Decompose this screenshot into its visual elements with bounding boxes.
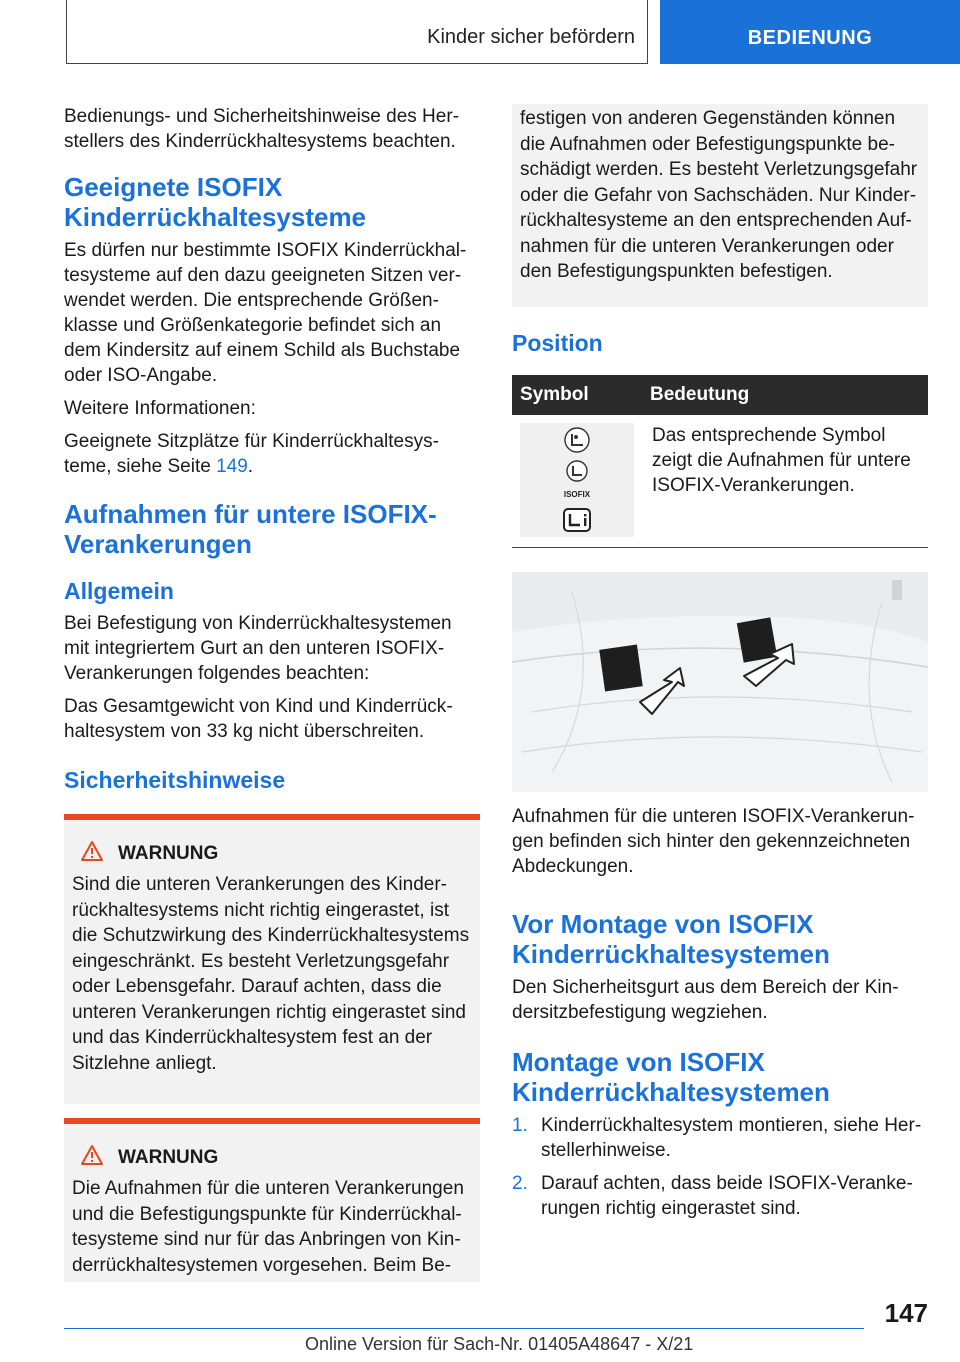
column-header-symbol: Symbol [512,375,642,415]
intro-paragraph: Bedienungs- und Sicherheitshinweise des Herstellers des Kinderrückhaltesystems beachten. [64,106,460,152]
chapter-title: Kinder sicher befördern [427,26,635,48]
divider [512,547,928,548]
right-column [512,104,928,1229]
warning-continuation-text: festigen von anderen Gegenständen können die Aufnahmen oder Befestigungspunkte beschädigt werden. Es besteht Verletzungsgefahr oder die Gefahr von Sachschäden. Nur Kinderrückhaltesysteme an den entsprechenden Aufnahmen für die unteren Verankerungen oder den Befestigungspunkten befestigen. [520,108,918,282]
footer-online-version: Online Version für Sach-Nr. 01405A48647 - X/21 [305,1334,694,1354]
step-number: 1. [512,1114,528,1136]
warning-label-1: WARNUNG [118,843,219,864]
warning-text-2: Die Aufnahmen für die unteren Verankerungen und die Befestigungspunkte für Kinderrückhaltesysteme sind nur für das Anbringen von Kinderrückhaltesystemen vorgesehen. Beim Be- [72,1178,464,1276]
step-text: Darauf achten, dass beide ISOFIX-Verankerungen richtig eingerastet sind. [541,1172,913,1219]
gewicht-paragraph: Das Gesamtgewicht von Kind und Kinderrückhaltesystem von 33 kg nicht überschreiten. [64,696,453,742]
warning-box-2 [64,1118,480,1282]
heading-aufnahmen: Aufnahmen für untere ISOFIX-Verankerungen [64,499,437,559]
warning-triangle-icon [80,1144,104,1172]
page-link-149[interactable]: 149 [216,456,248,477]
image-caption: Aufnahmen für die unteren ISOFIX-Verankerungen befinden sich hinter den gekennzeichneten Abdeckungen. [512,805,915,877]
step-number: 2. [512,1172,528,1194]
seats-reference [64,429,480,479]
heading-position: Position [512,329,603,356]
warning-text-1: Sind die unteren Verankerungen des Kinderrückhaltesystems nicht richtig eingerastet, ist die Schutzwirkung des Kinderrückhaltesystems eingeschränkt. Es besteht Verletzungsgefahr oder Lebensgefahr. Darauf achten, dass die unteren Verankerungen richtig eingerastet sind und das Kinderrückhaltesystem fest an der Sitzlehne anliegt. [72,874,470,1074]
warning-box-1 [64,814,480,1104]
step-text: Kinderrückhaltesystem montieren, siehe Herstellerhinweise. [541,1114,922,1161]
heading-allgemein: Allgemein [64,578,174,604]
section-header [660,0,960,64]
weitere-label: Weitere Informationen: [64,398,256,419]
chapter-header [66,0,648,64]
heading-sicherheit: Sicherheitshinweise [64,767,286,793]
warning-label-2: WARNUNG [118,1147,219,1168]
warning-title-1 [80,840,472,868]
table-row [512,415,928,537]
child-seat-icon [562,427,592,460]
warning-triangle-icon [80,840,104,868]
list-item [512,1113,928,1163]
vor-montage-paragraph: Den Sicherheitsgurt aus dem Bereich der Kindersitzbefestigung wegziehen. [512,976,899,1023]
heading-montage: Montage von ISOFIX Kinderrückhaltesystemen [512,1046,830,1107]
seat-anchorage-image [512,572,928,792]
seats-end: . [247,456,254,477]
warning-continuation [512,104,928,307]
isofix-seat-icon [564,460,590,507]
warning-title-2 [80,1144,472,1172]
symbol-meaning: Das entsprechende Symbol zeigt die Aufnahmen für untere ISOFIX-Verankerungen. [652,424,911,496]
section-title: BEDIENUNG [747,27,873,49]
isofix-paragraph: Es dürfen nur bestimmte ISOFIX Kinderrückhaltesysteme auf den dazu geeigneten Sitzen verwendet werden. Die entsprechende Größenklasse und Größenkategorie befindet sich an dem Kindersitz auf einem Schild als Buchstabe oder ISO-Angabe. [64,240,467,386]
heading-vor-montage: Vor Montage von ISOFIX Kinderrückhaltesystemen [512,908,830,969]
seats-text: Geeignete Sitzplätze für Kinderrückhaltesysteme, siehe Seite [64,431,439,477]
isofix-info-icon [562,507,592,540]
page-number: 147 [884,1298,928,1328]
symbol-table [512,375,928,537]
isofix-label: ISOFIX [563,489,591,499]
column-header-bedeutung: Bedeutung [642,375,928,415]
left-column [64,104,480,1282]
list-item [512,1171,928,1221]
footer-divider [64,1328,864,1329]
isofix-symbols [520,423,634,537]
allgemein-paragraph: Bei Befestigung von Kinderrückhaltesystemen mit integriertem Gurt an den unteren ISOFIX-Verankerungen folgendes beachten: [64,613,452,684]
steps-list [512,1113,928,1221]
heading-isofix: Geeignete ISOFIX Kinderrückhaltesysteme [64,172,367,232]
